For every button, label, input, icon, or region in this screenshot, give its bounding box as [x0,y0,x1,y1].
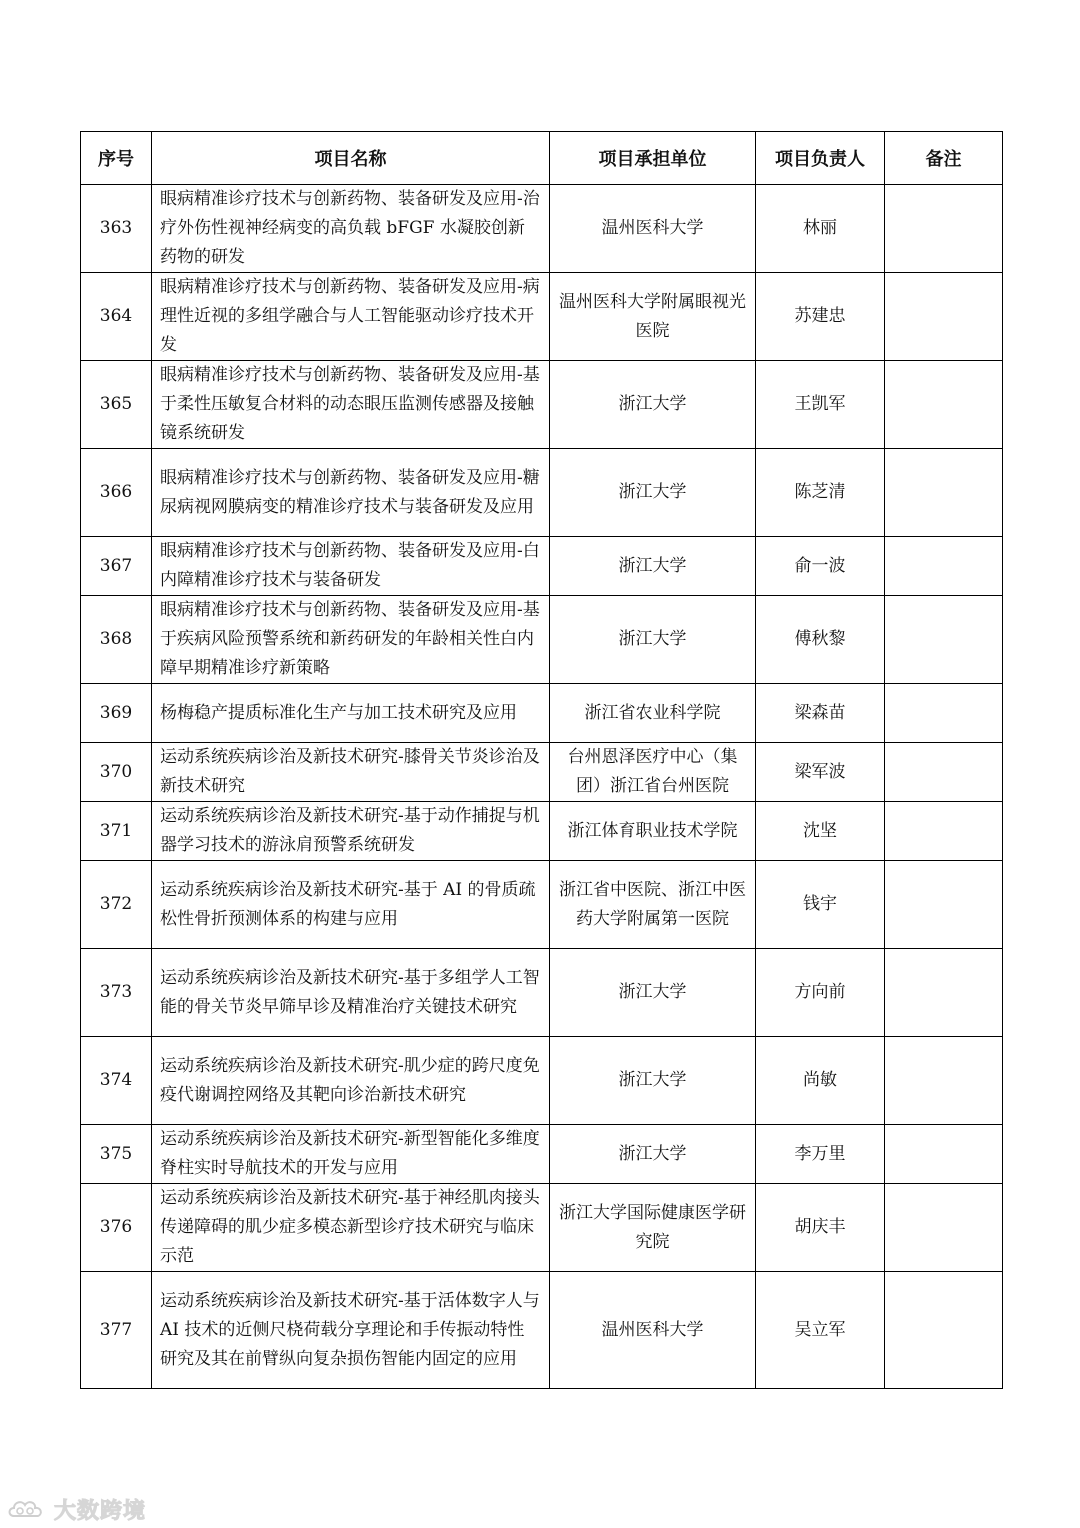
cell-seq: 371 [81,802,152,861]
table-row [81,1272,1003,1389]
cell-note [885,1125,1003,1184]
header-seq: 序号 [81,132,152,185]
cell-note [885,537,1003,596]
cell-note [885,361,1003,449]
cell-project-name: 运动系统疾病诊治及新技术研究-基于 AI 的骨质疏松性骨折预测体系的构建与应用 [152,861,550,949]
cell-project-name: 眼病精准诊疗技术与创新药物、装备研发及应用-基于疾病风险预警系统和新药研发的年龄相关性白内障早期精准诊疗新策略 [152,596,550,684]
cell-note [885,743,1003,802]
cell-lead: 俞一波 [756,537,885,596]
cell-unit: 浙江体育职业技术学院 [550,802,756,861]
cell-project-name: 杨梅稳产提质标准化生产与加工技术研究及应用 [152,684,550,743]
cell-seq: 375 [81,1125,152,1184]
table-row [81,185,1003,273]
cell-note [885,861,1003,949]
cell-note [885,273,1003,361]
cell-project-name: 运动系统疾病诊治及新技术研究-基于神经肌肉接头传递障碍的肌少症多模态新型诊疗技术研究与临床示范 [152,1184,550,1272]
cell-seq: 370 [81,743,152,802]
cell-unit: 浙江大学 [550,361,756,449]
cell-seq: 374 [81,1037,152,1125]
cell-lead: 陈芝清 [756,449,885,537]
watermark-text: 大数跨境 [54,1499,147,1524]
cell-lead: 尚敏 [756,1037,885,1125]
cell-lead: 李万里 [756,1125,885,1184]
cell-lead: 傅秋黎 [756,596,885,684]
table-row [81,743,1003,802]
cell-project-name: 运动系统疾病诊治及新技术研究-基于动作捕捉与机器学习技术的游泳肩预警系统研发 [152,802,550,861]
table-row [81,1184,1003,1272]
header-note: 备注 [885,132,1003,185]
header-unit: 项目承担单位 [550,132,756,185]
cell-unit: 浙江大学 [550,596,756,684]
cell-unit: 浙江大学 [550,949,756,1037]
cell-lead: 吴立军 [756,1272,885,1389]
cell-unit: 浙江大学 [550,537,756,596]
table-row [81,949,1003,1037]
cell-project-name: 眼病精准诊疗技术与创新药物、装备研发及应用-白内障精准诊疗技术与装备研发 [152,537,550,596]
cell-lead: 方向前 [756,949,885,1037]
table-row [81,1125,1003,1184]
cell-seq: 364 [81,273,152,361]
table-row [81,361,1003,449]
cell-note [885,1037,1003,1125]
table-row [81,802,1003,861]
cell-lead: 钱宇 [756,861,885,949]
cell-lead: 王凯军 [756,361,885,449]
cell-unit: 温州医科大学 [550,1272,756,1389]
cell-project-name: 眼病精准诊疗技术与创新药物、装备研发及应用-治疗外伤性视神经病变的高负载 bFGF 水凝胶创新药物的研发 [152,185,550,273]
table-row [81,684,1003,743]
cell-lead: 沈坚 [756,802,885,861]
cell-seq: 377 [81,1272,152,1389]
cell-unit: 浙江大学国际健康医学研究院 [550,1184,756,1272]
cell-seq: 368 [81,596,152,684]
table-row [81,596,1003,684]
cell-seq: 376 [81,1184,152,1272]
header-name: 项目名称 [152,132,550,185]
table-row [81,449,1003,537]
cell-unit: 浙江大学 [550,1125,756,1184]
cell-project-name: 眼病精准诊疗技术与创新药物、装备研发及应用-基于柔性压敏复合材料的动态眼压监测传感器及接触镜系统研发 [152,361,550,449]
table-header-row [81,132,1003,185]
cell-lead: 林丽 [756,185,885,273]
cell-note [885,684,1003,743]
cell-project-name: 眼病精准诊疗技术与创新药物、装备研发及应用-糖尿病视网膜病变的精准诊疗技术与装备研发及应用 [152,449,550,537]
table-row [81,537,1003,596]
cell-unit: 浙江大学 [550,449,756,537]
cell-unit: 浙江省中医院、浙江中医药大学附属第一医院 [550,861,756,949]
cell-seq: 366 [81,449,152,537]
cell-note [885,449,1003,537]
table-body [81,185,1003,1389]
cell-unit: 温州医科大学附属眼视光医院 [550,273,756,361]
cell-lead: 梁军波 [756,743,885,802]
cell-lead: 胡庆丰 [756,1184,885,1272]
cell-project-name: 运动系统疾病诊治及新技术研究-肌少症的跨尺度免疫代谢调控网络及其靶向诊治新技术研究 [152,1037,550,1125]
cell-note [885,1184,1003,1272]
cell-project-name: 眼病精准诊疗技术与创新药物、装备研发及应用-病理性近视的多组学融合与人工智能驱动诊疗技术开发 [152,273,550,361]
cell-note [885,802,1003,861]
cell-seq: 373 [81,949,152,1037]
header-lead: 项目负责人 [756,132,885,185]
cell-seq: 372 [81,861,152,949]
watermark [6,1494,146,1525]
cell-unit: 台州恩泽医疗中心（集团）浙江省台州医院 [550,743,756,802]
cell-note [885,596,1003,684]
cell-lead: 苏建忠 [756,273,885,361]
cell-seq: 367 [81,537,152,596]
cell-seq: 369 [81,684,152,743]
cell-unit: 浙江省农业科学院 [550,684,756,743]
table-row [81,861,1003,949]
cell-lead: 梁森苗 [756,684,885,743]
cell-note [885,185,1003,273]
project-table [80,131,1003,1389]
table-row [81,273,1003,361]
cell-project-name: 运动系统疾病诊治及新技术研究-膝骨关节炎诊治及新技术研究 [152,743,550,802]
cell-unit: 浙江大学 [550,1037,756,1125]
cell-seq: 365 [81,361,152,449]
cell-note [885,949,1003,1037]
cell-seq: 363 [81,185,152,273]
table-row [81,1037,1003,1125]
cell-unit: 温州医科大学 [550,185,756,273]
cloud-logo-icon [6,1496,50,1524]
cell-project-name: 运动系统疾病诊治及新技术研究-新型智能化多维度脊柱实时导航技术的开发与应用 [152,1125,550,1184]
cell-note [885,1272,1003,1389]
cell-project-name: 运动系统疾病诊治及新技术研究-基于多组学人工智能的骨关节炎早筛早诊及精准治疗关键技术研究 [152,949,550,1037]
cell-project-name: 运动系统疾病诊治及新技术研究-基于活体数字人与 AI 技术的近侧尺桡荷载分享理论和手传振动特性研究及其在前臂纵向复杂损伤智能内固定的应用 [152,1272,550,1389]
